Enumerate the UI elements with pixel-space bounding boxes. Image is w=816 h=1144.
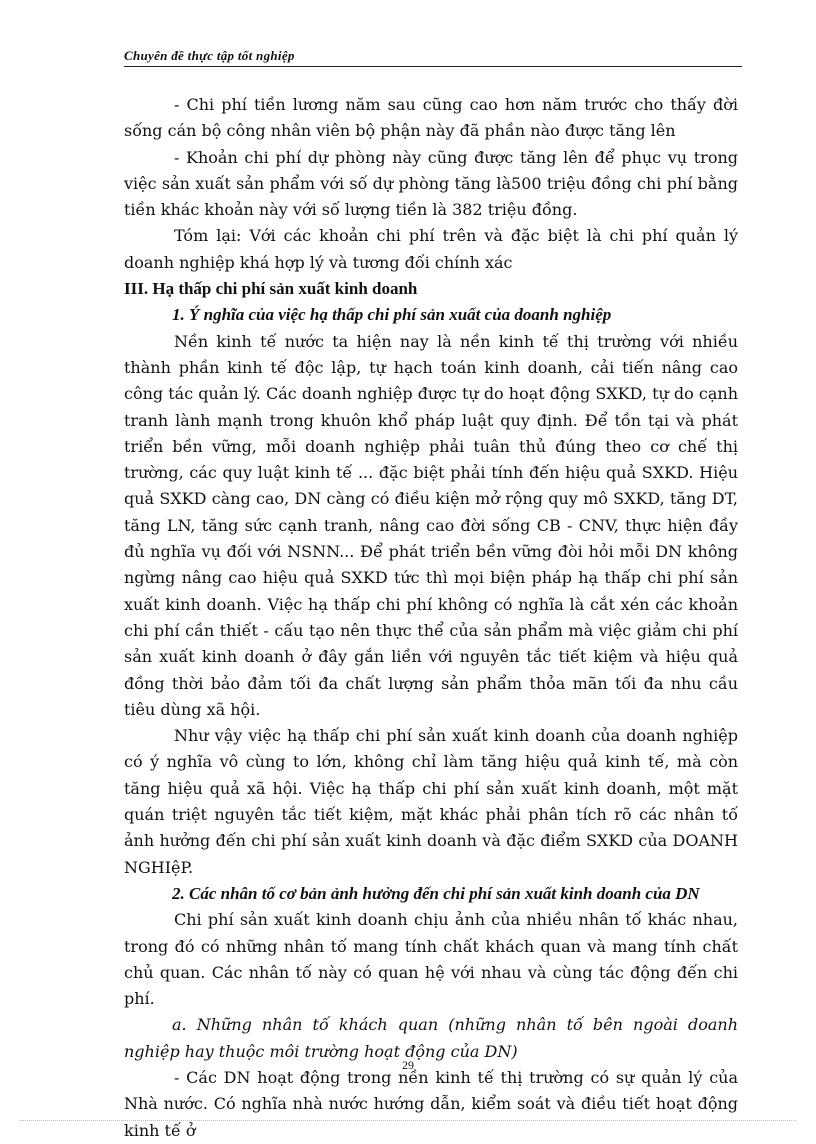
subsection-heading-a: a. Những nhân tố khách quan (những nhân tố bên ngoài doanh nghiệp hay thuộc môi trường hoạt động của DN) bbox=[124, 1015, 738, 1061]
paragraph-summary: Tóm lại: Với các khoản chi phí trên và đặc biệt là chi phí quản lý doanh nghiệp khá hợp lý và tương đối chính xác bbox=[124, 226, 738, 272]
page-header bbox=[124, 46, 742, 67]
subsection-heading-2: 2. Các nhân tố cơ bản ảnh hưởng đến chi phí sản xuất kinh doanh của DN bbox=[172, 883, 700, 903]
section-heading: III. Hạ thấp chi phí sản xuất kinh doanh bbox=[124, 279, 418, 299]
paragraph-factors: Chi phí sản xuất kinh doanh chịu ảnh của nhiều nhân tố khác nhau, trong đó có những nhân tố mang tính chất khách quan và mang tính chất chủ quan. Các nhân tố này có quan hệ với nhau và cùng tác động đến chi phí. bbox=[124, 910, 738, 1009]
paragraph-significance: Như vậy việc hạ thấp chi phí sản xuất kinh doanh của doanh nghiệp có ý nghĩa vô cùng to lớn, không chỉ làm tăng hiệu quả kinh tế, mà còn tăng hiệu quả xã hội. Việc hạ thấp chi phí sản xuất kinh doanh, một mặt quán triệt nguyên tắc tiết kiệm, mặt khác phải phân tích rõ các nhân tố ảnh hưởng đến chi phí sản xuất kinh doanh và đặc điểm SXKD của DOANH NGHIệP. bbox=[124, 726, 738, 877]
paragraph-economy: Nền kinh tế nước ta hiện nay là nền kinh tế thị trường với nhiều thành phần kinh tế độc lập, tự hạch toán kinh doanh, cải tiến nâng cao công tác quản lý. Các doanh nghiệp được tự do hoạt động SXKD, tự do cạnh tranh lành mạnh trong khuôn khổ pháp luật quy định. Để tồn tại và phát triển bền vững, mỗi doanh nghiệp phải tuân thủ đúng theo cơ chế thị trường, các quy luật kinh tế ... đặc biệt phải tính đến hiệu quả SXKD. Hiệu quả SXKD càng cao, DN càng có điều kiện mở rộng quy mô SXKD, tăng DT, tăng LN, tăng sức cạnh tranh, nâng cao đời sống CB - CNV, thực hiện đầy đủ nghĩa vụ đối với NSNN... Để phát triển bền vững đòi hỏi mỗi DN không ngừng nâng cao hiệu quả SXKD tức thì mọi biện pháp hạ thấp chi phí sản xuất kinh doanh. Việc hạ thấp chi phí không có nghĩa là cắt xén các khoản chi phí cần thiết - cấu tạo nên thực thể của sản phẩm mà việc giảm chi phí sản xuất kinh doanh ở đây gắn liền với nguyên tắc tiết kiệm và hiệu quả đồng thời bảo đảm tối đa chất lượng sản phẩm thỏa mãn tối đa nhu cầu tiêu dùng xã hội. bbox=[124, 331, 738, 719]
paragraph-state: - Các DN hoạt động trong nền kinh tế thị trường có sự quản lý của Nhà nước. Có nghĩa nhà nước hướng dẫn, kiểm soát và điều tiết hoạt động kinh tế ở bbox=[124, 1067, 738, 1140]
page-bottom-border bbox=[20, 1120, 796, 1121]
document-body bbox=[124, 92, 738, 1144]
paragraph-provision: - Khoản chi phí dự phòng này cũng được tăng lên để phục vụ trong việc sản xuất sản phẩm với số dự phòng tăng là500 triệu đồng chi phí bằng tiền khác khoản này với số lượng tiền là 382 triệu đồng. bbox=[124, 147, 738, 220]
paragraph-salary: - Chi phí tiền lương năm sau cũng cao hơn năm trước cho thấy đời sống cán bộ công nhân viên bộ phận này đã phần nào được tăng lên bbox=[124, 95, 738, 141]
subsection-heading-1: 1. Ý nghĩa của việc hạ thấp chi phí sản xuất của doanh nghiệp bbox=[172, 305, 612, 325]
header-title: Chuyên đề thực tập tốt nghiệp bbox=[124, 48, 295, 63]
page-number: 29 bbox=[402, 1058, 414, 1072]
